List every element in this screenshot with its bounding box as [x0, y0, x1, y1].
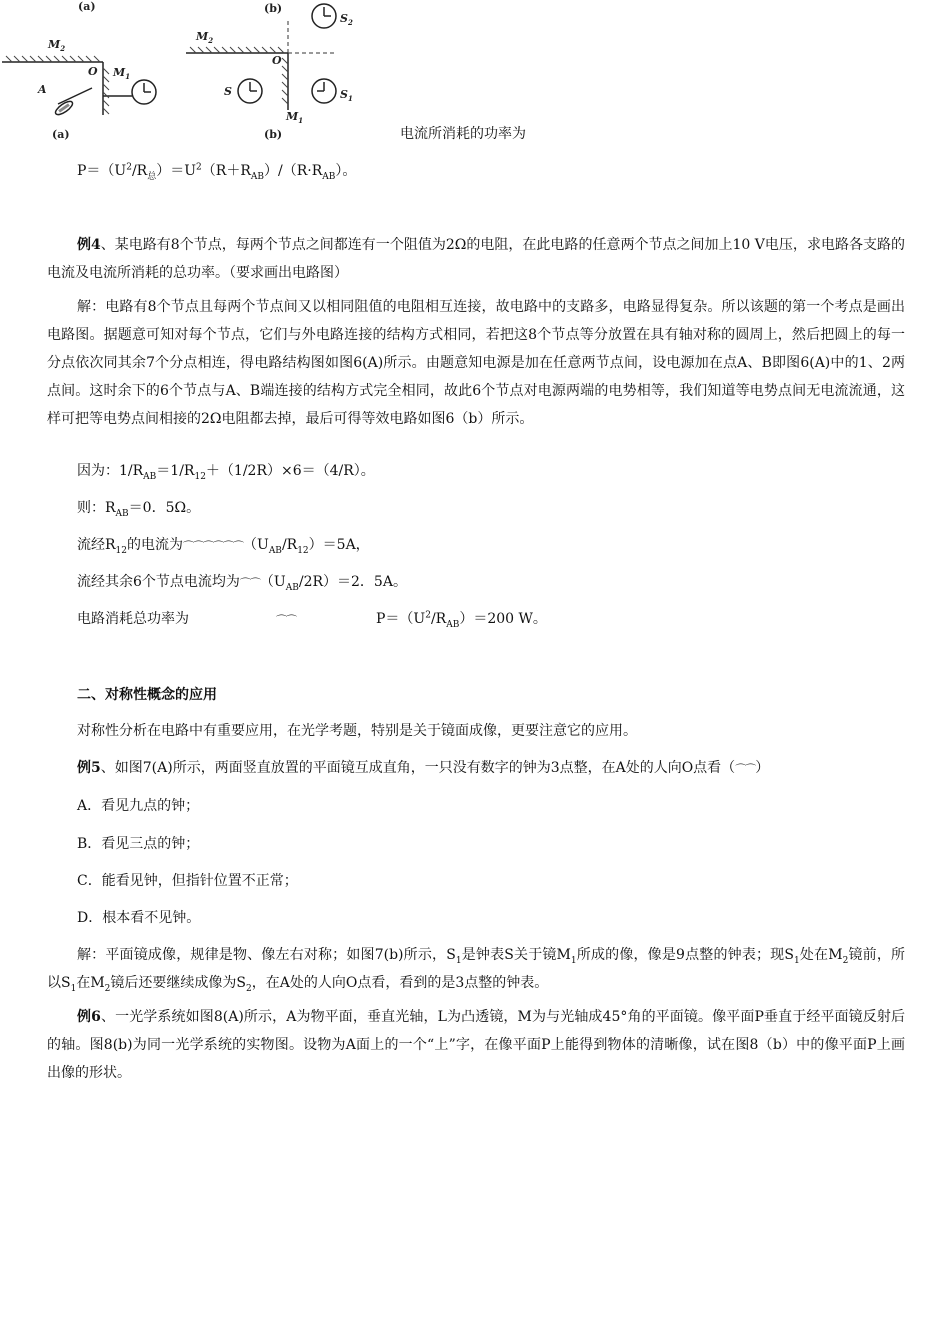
- fig-a-bottom-label: (a): [52, 128, 70, 141]
- fig-b-clock-s1-icon: [312, 79, 336, 103]
- total-power-label: 电路消耗总功率为: [77, 611, 189, 627]
- option-c: C．能看见钟，但指针位置不正常；: [77, 873, 298, 889]
- fig-a-m1-label: $M_1$: [113, 66, 131, 81]
- example-5-question: 例5、如图7(A)所示，两面竖直放置的平面镜互成直角，一只没有数字的钟为3点整，在A处的人向O点看（⌒⌒）: [77, 760, 770, 776]
- current-other-nodes: 流经其余6个节点电流均为$⌒⌒(U_{AB}/2R)=2$．5A。: [77, 574, 407, 593]
- fig-b-clock-s-icon: [238, 79, 262, 103]
- fig-a-a-label: A: [38, 83, 47, 96]
- example-6-question: 例6、一光学系统如图8(A)所示，A为物平面，垂直光轴，L为凸透镜，M为与光轴成45°角的平面镜。像平面P垂直于经平面镜反射后的轴。图8(b)为同一光学系统的实物图。设物为A面上的一个“上”字，在像平面P上能得到物体的清晰像，试在图8（b）中的像平面P上画出像的形状。: [47, 1009, 905, 1081]
- fig-a-top-label: (a): [78, 0, 96, 13]
- rab-result: 则：$R_{AB}=0$．5Ω。: [77, 500, 201, 519]
- option-d: D．根本看不见钟。: [77, 910, 201, 926]
- fig-b-o-label: O: [272, 54, 282, 67]
- mirror-clock-figure: [0, 0, 380, 150]
- option-a: A．看见九点的钟；: [77, 798, 200, 814]
- option-b: B．看见三点的钟；: [77, 836, 200, 852]
- section-2-heading: 二、对称性概念的应用: [77, 687, 217, 703]
- example-4-question: 例4、某电路有8个节点，每两个节点之间都连有一个阻值为2Ω的电阻，在此电路的任意两个节点之间加上10 V电压，求电路各支路的电流及电流所消耗的总功率。（要求画出电路图）: [47, 237, 905, 281]
- resistance-equation: 因为：$1/R_{AB}=1/R_{12}+(1/2R)\times 6=(4/R)$。: [77, 463, 375, 482]
- fig-a-m2-label: $M_2$: [48, 38, 66, 53]
- section-2-intro: 对称性分析在电路中有重要应用，在光学考题，特别是关于镜面成像，更要注意它的应用。: [77, 723, 637, 739]
- power-consumed-text: 电流所消耗的功率为: [400, 126, 526, 142]
- power-formula: $P=(U^2/R_总)=U^2(R+R_{AB})/(R\cdot R_{AB})$。: [77, 162, 357, 182]
- fig-b-m2-label: $M_2$: [196, 30, 214, 45]
- example-5-solution: 解：平面镜成像，规律是物、像左右对称；如图7(b)所示，$S_1$是钟表S关于镜$M_1$所成的像，像是9点整的钟表；现$S_1$处在$M_2$镜前，所以$S_1$在$M_2$镜后还要继续成像为$S_2$，在A处的人向O点看，看到的是3点整的钟表。: [47, 947, 906, 994]
- fig-a-o-label: O: [88, 65, 98, 78]
- fig-b-m1-label: $M_1$: [286, 110, 304, 125]
- fig-b-s-label: S: [224, 85, 232, 98]
- fig-b-bottom-label: (b): [264, 128, 283, 141]
- example-4-solution: 解：电路有8个节点且每两个节点间又以相同阻值的电阻相互连接，故电路中的支路多，电路显得复杂。所以该题的第一个考点是画出电路图。据题意可知对每个节点，它们与外电路连接的结构方式相同，若把这8个节点等分放置在具有轴对称的圆周上，然后把圆上的每一分点依次同其余7个分点相连，得电路结构图如图6(A)所示。由题意知电源是加在任意两节点间，设电源加在点A、B即图6(A)中的1、2两点间。这时余下的6个节点与A、B端连接的结构方式完全相同，故此6个节点对电源两端的电势相等，我们知道等电势点间无电流流通，这样可把等电势点间相接的2Ω电阻都去掉，最后可得等效电路如图6（b）所示。: [47, 299, 905, 427]
- total-power-brace: ⌒⌒: [276, 614, 296, 627]
- total-power-formula: $P=(U^2/R_{AB})=200$ W。: [376, 610, 547, 630]
- current-r12: 流经$R_{12}$的电流为$⌒⌒⌒⌒⌒⌒(U_{AB}/R_{12})=5A$，: [77, 537, 370, 556]
- fig-b-clock-s2-icon: [312, 4, 336, 28]
- fig-b-s2-label: $S_2$: [340, 12, 353, 27]
- fig-a-clock-icon: [132, 80, 156, 104]
- fig-b-s1-label: $S_1$: [340, 88, 353, 103]
- fig-b-top-label: (b): [264, 2, 283, 15]
